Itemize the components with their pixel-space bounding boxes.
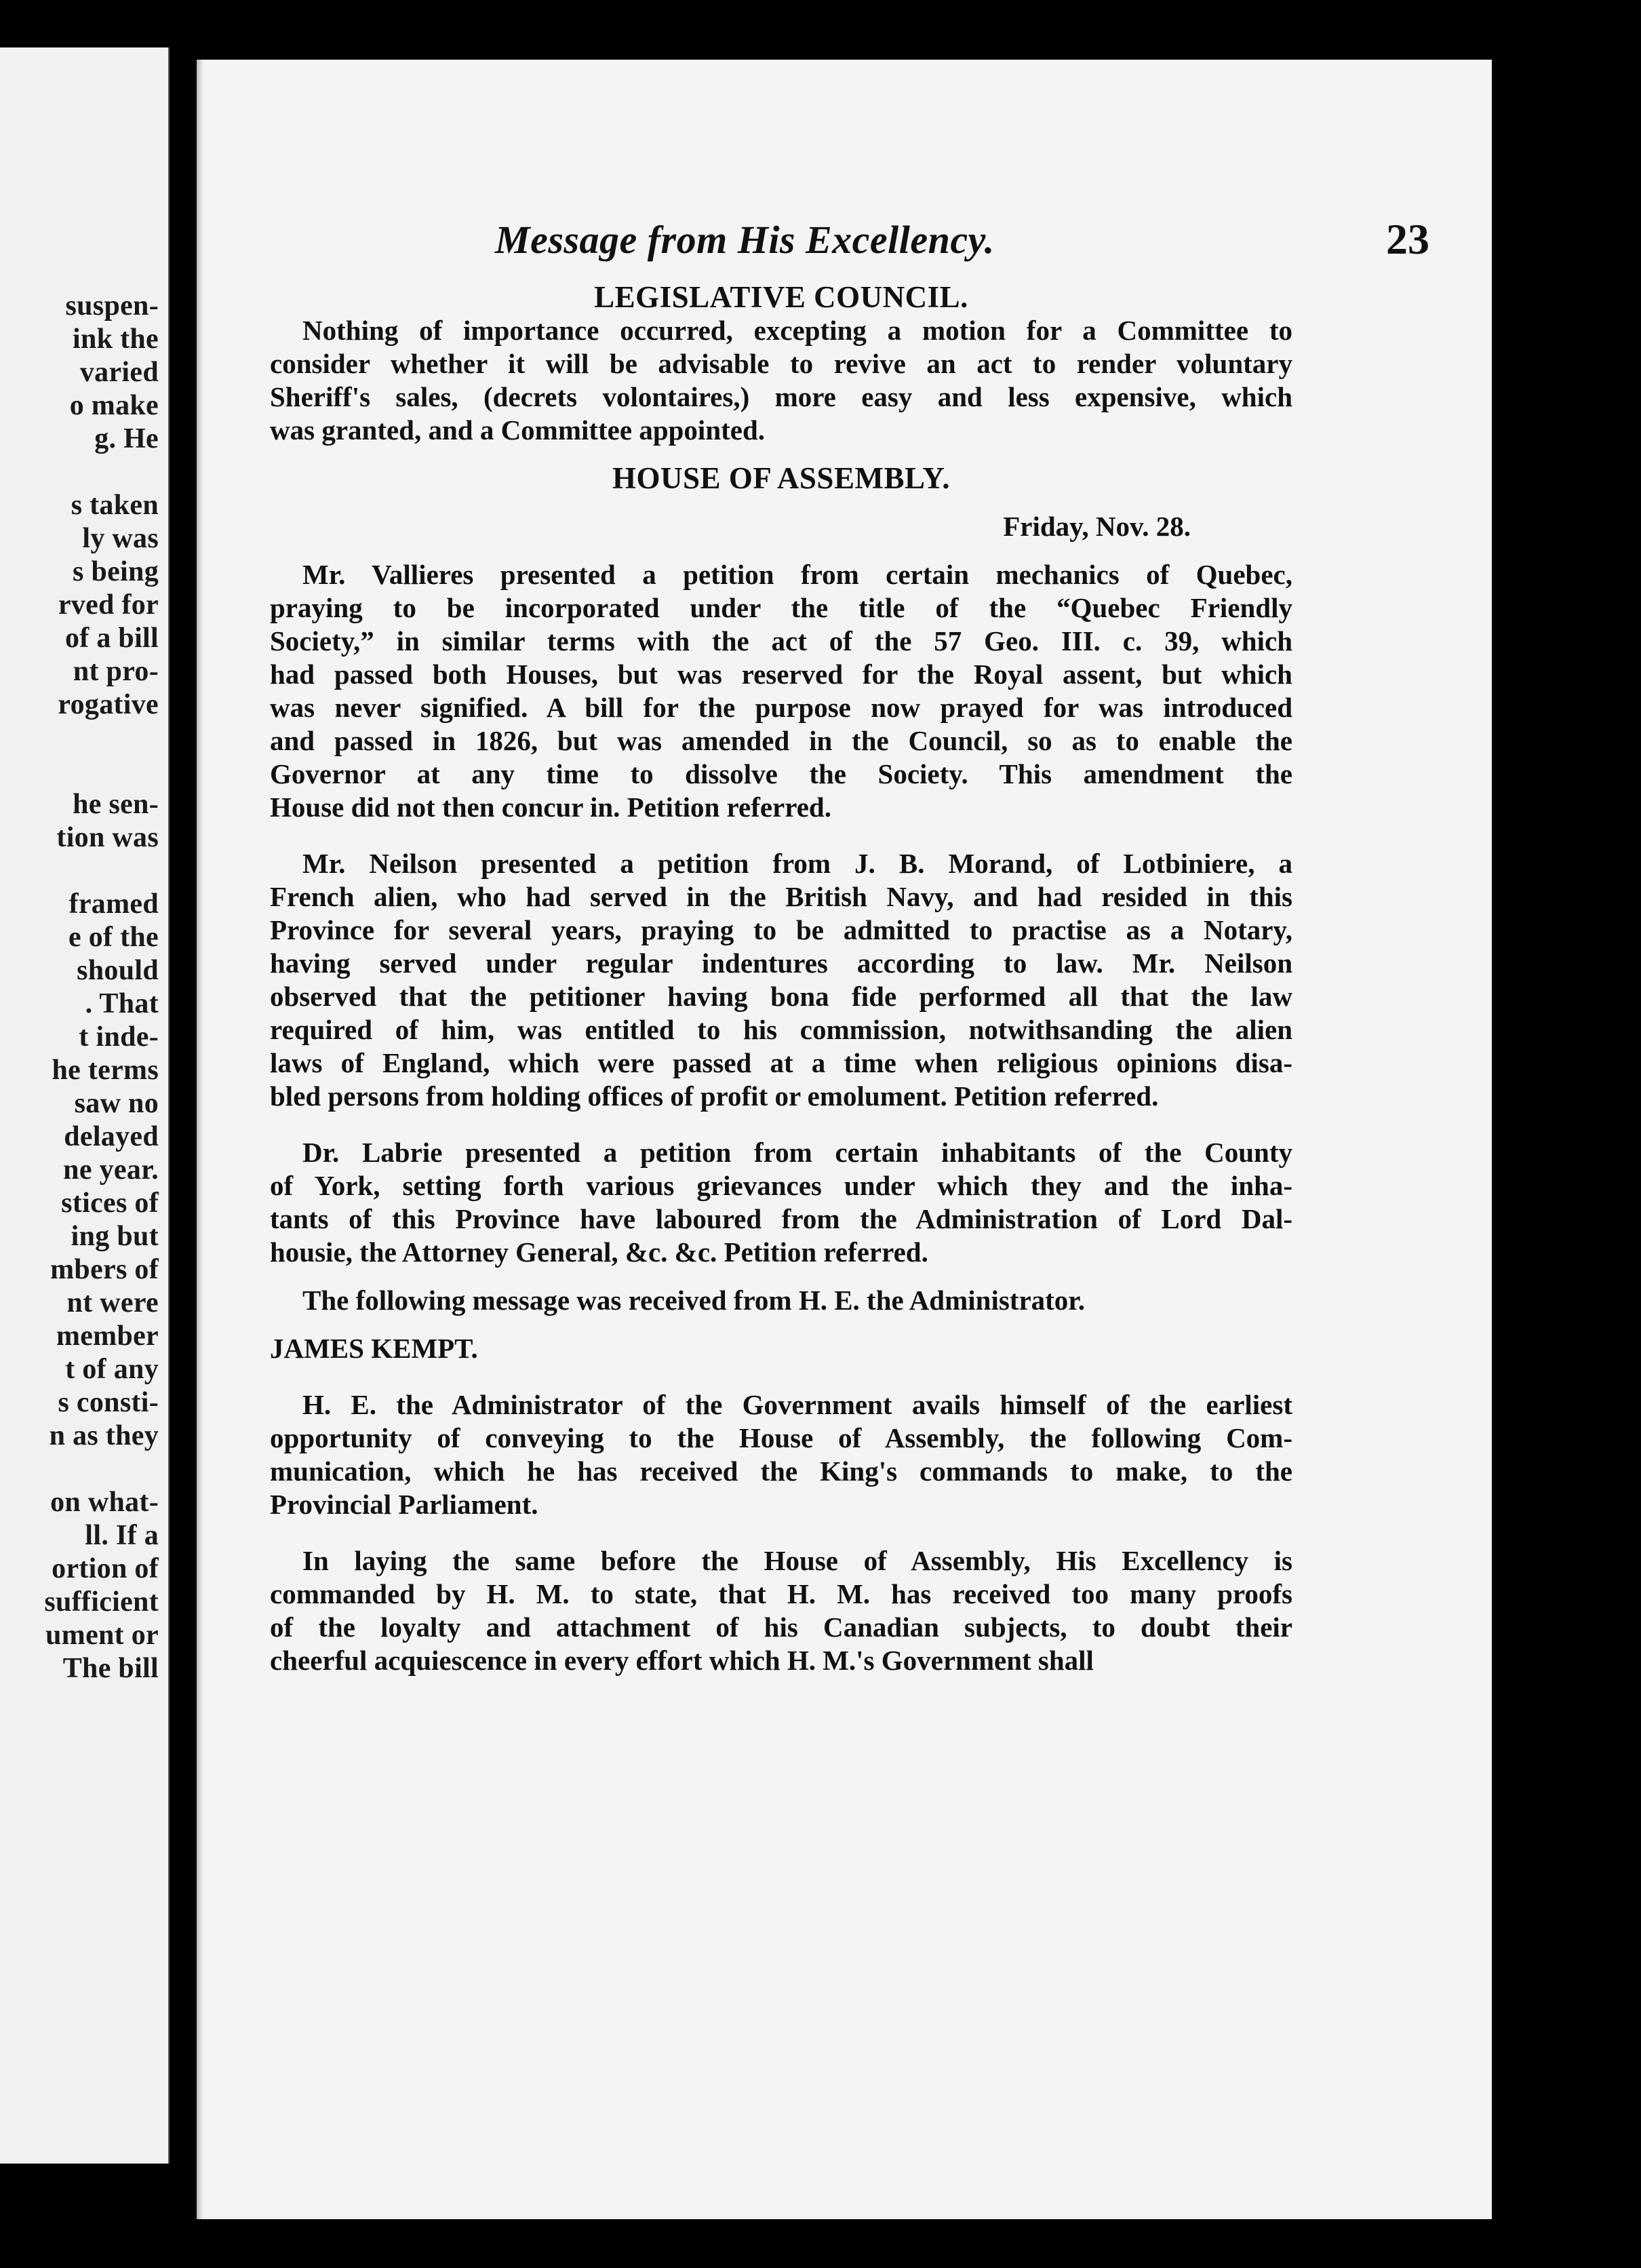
text-line: In laying the same before the House of Assembly, His Excellency is — [302, 1545, 1292, 1576]
left-page-line: nt were — [66, 1287, 159, 1318]
labrie-paragraph — [270, 1136, 1292, 1269]
left-page-line: rved for — [58, 589, 159, 621]
text-line: Mr. Vallieres presented a petition from certain mechanics of Quebec, — [302, 559, 1292, 590]
text-line: housie, the Attorney General, &c. &c. Petition referred. — [270, 1236, 928, 1268]
message-intro: The following message was received from H. E. the Administrator. — [302, 1285, 1085, 1316]
left-page-line: g. He — [94, 423, 159, 454]
left-page-line: mbers of — [50, 1254, 159, 1285]
left-page-line: t of any — [65, 1354, 159, 1385]
signature-james-kempt: JAMES KEMPT. — [270, 1333, 478, 1364]
left-page-line: e of the — [68, 922, 159, 953]
laying-paragraph — [270, 1544, 1292, 1677]
text-line: opportunity of conveying to the House of Assembly, the following Com- — [270, 1422, 1292, 1453]
vallieres-paragraph — [270, 558, 1292, 824]
neilson-paragraph — [270, 847, 1292, 1113]
left-page-line: s being — [73, 556, 159, 587]
left-page-line: he sen- — [73, 789, 159, 820]
text-line: laws of England, which were passed at a time when religious opinions disa- — [270, 1047, 1292, 1078]
text-line: Province for several years, praying to be admitted to practise as a Notary, — [270, 914, 1292, 945]
left-page-line: ne year. — [63, 1154, 159, 1186]
left-page-line: rogative — [58, 689, 159, 720]
left-page-line: member — [56, 1321, 159, 1352]
left-page-line: suspen- — [65, 290, 159, 321]
text-line: was never signified. A bill for the purpose now prayed for was introduced — [270, 692, 1292, 723]
left-page-line: The bill — [62, 1653, 159, 1684]
left-page-line: s taken — [71, 490, 159, 521]
running-head-title: Message from His Excellency. — [495, 218, 995, 262]
text-line: Nothing of importance occurred, excepting a motion for a Committee to — [302, 315, 1292, 346]
text-line: H. E. the Administrator of the Government avails himself of the earliest — [302, 1389, 1292, 1420]
left-page-line: he terms — [52, 1055, 159, 1086]
text-line: consider whether it will be advisable to revive an act to render voluntary — [270, 348, 1292, 379]
text-line: of York, setting forth various grievances under which they and the inha- — [270, 1170, 1292, 1201]
text-line: of the loyalty and attachment of his Canadian subjects, to doubt their — [270, 1611, 1292, 1643]
left-page-line: nt pro- — [73, 656, 159, 687]
left-page-line: should — [77, 955, 159, 986]
left-page-line: t inde- — [79, 1021, 159, 1053]
left-page-line: o make — [69, 390, 159, 421]
left-page-line: ink the — [73, 324, 159, 355]
left-page-line: saw no — [74, 1088, 159, 1119]
left-page-line: ll. If a — [85, 1520, 159, 1551]
text-line: observed that the petitioner having bona fide performed all that the law — [270, 981, 1292, 1012]
text-line: Sheriff's sales, (decrets volontaires,) more easy and less expensive, which — [270, 381, 1292, 412]
text-line: French alien, who had served in the British Navy, and had resided in this — [270, 881, 1292, 912]
left-page-line: ortion of — [52, 1553, 159, 1584]
text-line: munication, which he has received the King's commands to make, to the — [270, 1455, 1292, 1487]
left-page-line: on what- — [50, 1487, 159, 1518]
administrator-paragraph — [270, 1388, 1292, 1521]
text-line: House did not then concur in. Petition referred. — [270, 791, 831, 823]
text-line: required of him, was entitled to his commission, notwithsanding the alien — [270, 1014, 1292, 1045]
left-page-line: n as they — [49, 1420, 159, 1451]
text-line: Provincial Parliament. — [270, 1489, 538, 1520]
text-line: Society,” in similar terms with the act of the 57 Geo. III. c. 39, which — [270, 625, 1292, 657]
text-line: having served under regular indentures according to law. Mr. Neilson — [270, 947, 1292, 979]
left-page-line: ument or — [45, 1620, 159, 1651]
body-text — [270, 281, 1292, 1677]
text-line: bled persons from holding offices of profit or emolument. Petition referred. — [270, 1080, 1159, 1112]
text-line: tants of this Province have laboured from the Administration of Lord Dal- — [270, 1203, 1292, 1234]
text-line: Governor at any time to dissolve the Society. This amendment the — [270, 758, 1292, 789]
text-line: commanded by H. M. to state, that H. M. has received too many proofs — [270, 1578, 1292, 1609]
left-page-edge — [0, 47, 170, 2164]
left-page-line: ing but — [71, 1221, 159, 1252]
left-page-line: ly was — [82, 523, 159, 554]
text-line: Mr. Neilson presented a petition from J. B. Morand, of Lotbiniere, a — [302, 848, 1292, 879]
text-line: Dr. Labrie presented a petition from certain inhabitants of the County — [302, 1137, 1292, 1168]
text-line: and passed in 1826, but was amended in the Council, so as to enable the — [270, 725, 1292, 756]
running-head — [495, 217, 1490, 271]
text-line: cheerful acquiescence in every effort which H. M.'s Government shall — [270, 1645, 1094, 1676]
left-page-line: s consti- — [58, 1387, 159, 1418]
left-page-line: varied — [79, 357, 159, 388]
text-line: was granted, and a Committee appointed. — [270, 414, 766, 446]
page — [197, 60, 1492, 2219]
left-page-line: sufficient — [44, 1586, 159, 1618]
council-paragraph — [270, 314, 1292, 447]
left-page-line: framed — [68, 888, 159, 920]
left-page-line: tion was — [56, 822, 159, 853]
left-page-line: of a bill — [64, 623, 159, 654]
left-page-line: stices of — [61, 1188, 159, 1219]
legislative-council-heading: LEGISLATIVE COUNCIL. — [594, 280, 968, 314]
house-of-assembly-heading: HOUSE OF ASSEMBLY. — [612, 461, 950, 495]
page-number: 23 — [1386, 215, 1429, 263]
sitting-date: Friday, Nov. 28. — [1003, 511, 1191, 542]
text-line: praying to be incorporated under the title of the “Quebec Friendly — [270, 592, 1292, 623]
left-page-line: delayed — [64, 1121, 159, 1152]
text-line: had passed both Houses, but was reserved for the Royal assent, but which — [270, 659, 1292, 690]
left-page-line: . That — [85, 988, 159, 1019]
